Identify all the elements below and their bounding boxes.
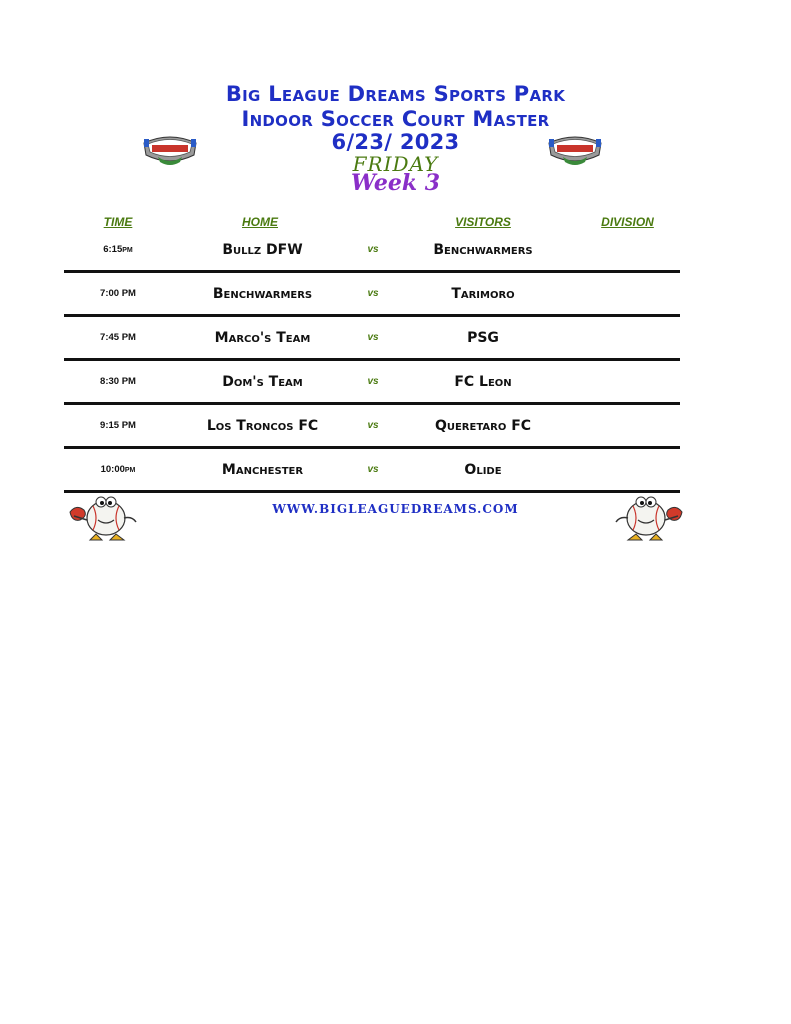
home-team: Manchester: [221, 462, 304, 478]
home-team: Marco's Team: [214, 330, 311, 346]
table-row: [0, 317, 791, 361]
versus-label: vs: [367, 332, 379, 343]
visiting-team: PSG: [467, 330, 499, 346]
visiting-team: Queretaro FC: [434, 418, 532, 434]
visiting-team: Benchwarmers: [433, 242, 533, 258]
column-header-time: TIME: [103, 215, 133, 229]
table-row: [0, 273, 791, 317]
table-row: [0, 449, 791, 493]
website-link[interactable]: WWW.BIGLEAGUEDREAMS.COM: [272, 502, 519, 516]
visiting-team: FC Leon: [454, 374, 512, 390]
game-time: 10:00pm: [100, 464, 136, 475]
table-row: [0, 405, 791, 449]
schedule-title: Indoor Soccer Court Master: [241, 107, 550, 131]
visiting-team: Tarimoro: [451, 286, 515, 302]
column-header-visitors: VISITORS: [455, 215, 511, 229]
game-time: 8:30 PM: [100, 376, 136, 387]
stadium-logo-icon: [140, 133, 200, 169]
home-team: Los Troncos FC: [206, 418, 319, 434]
table-row: [0, 229, 791, 273]
versus-label: vs: [367, 288, 379, 299]
row-divider: [64, 490, 680, 493]
baseball-mascot-icon: [66, 494, 140, 542]
column-header-division: DIVISION: [601, 215, 654, 229]
visiting-team: Olide: [464, 462, 502, 478]
versus-label: vs: [367, 376, 379, 387]
column-header-home: HOME: [242, 215, 278, 229]
schedule-day: FRIDAY: [352, 152, 439, 176]
table-row: [0, 361, 791, 405]
home-team: Dom's Team: [222, 374, 303, 390]
game-time: 9:15 PM: [100, 420, 136, 431]
stadium-logo-icon: [545, 133, 605, 169]
park-title: Big League Dreams Sports Park: [225, 82, 566, 106]
schedule-date: 6/23/ 2023: [331, 130, 460, 154]
game-time: 7:00 PM: [100, 288, 136, 299]
home-team: Bullz DFW: [222, 242, 303, 258]
game-time: 6:15pm: [103, 244, 133, 255]
versus-label: vs: [367, 464, 379, 475]
game-time: 7:45 PM: [100, 332, 136, 343]
versus-label: vs: [367, 420, 379, 431]
baseball-mascot-icon: [612, 494, 686, 542]
schedule-week: Week 3: [350, 170, 441, 196]
versus-label: vs: [367, 244, 379, 255]
schedule-table: [0, 229, 791, 493]
home-team: Benchwarmers: [212, 286, 313, 302]
